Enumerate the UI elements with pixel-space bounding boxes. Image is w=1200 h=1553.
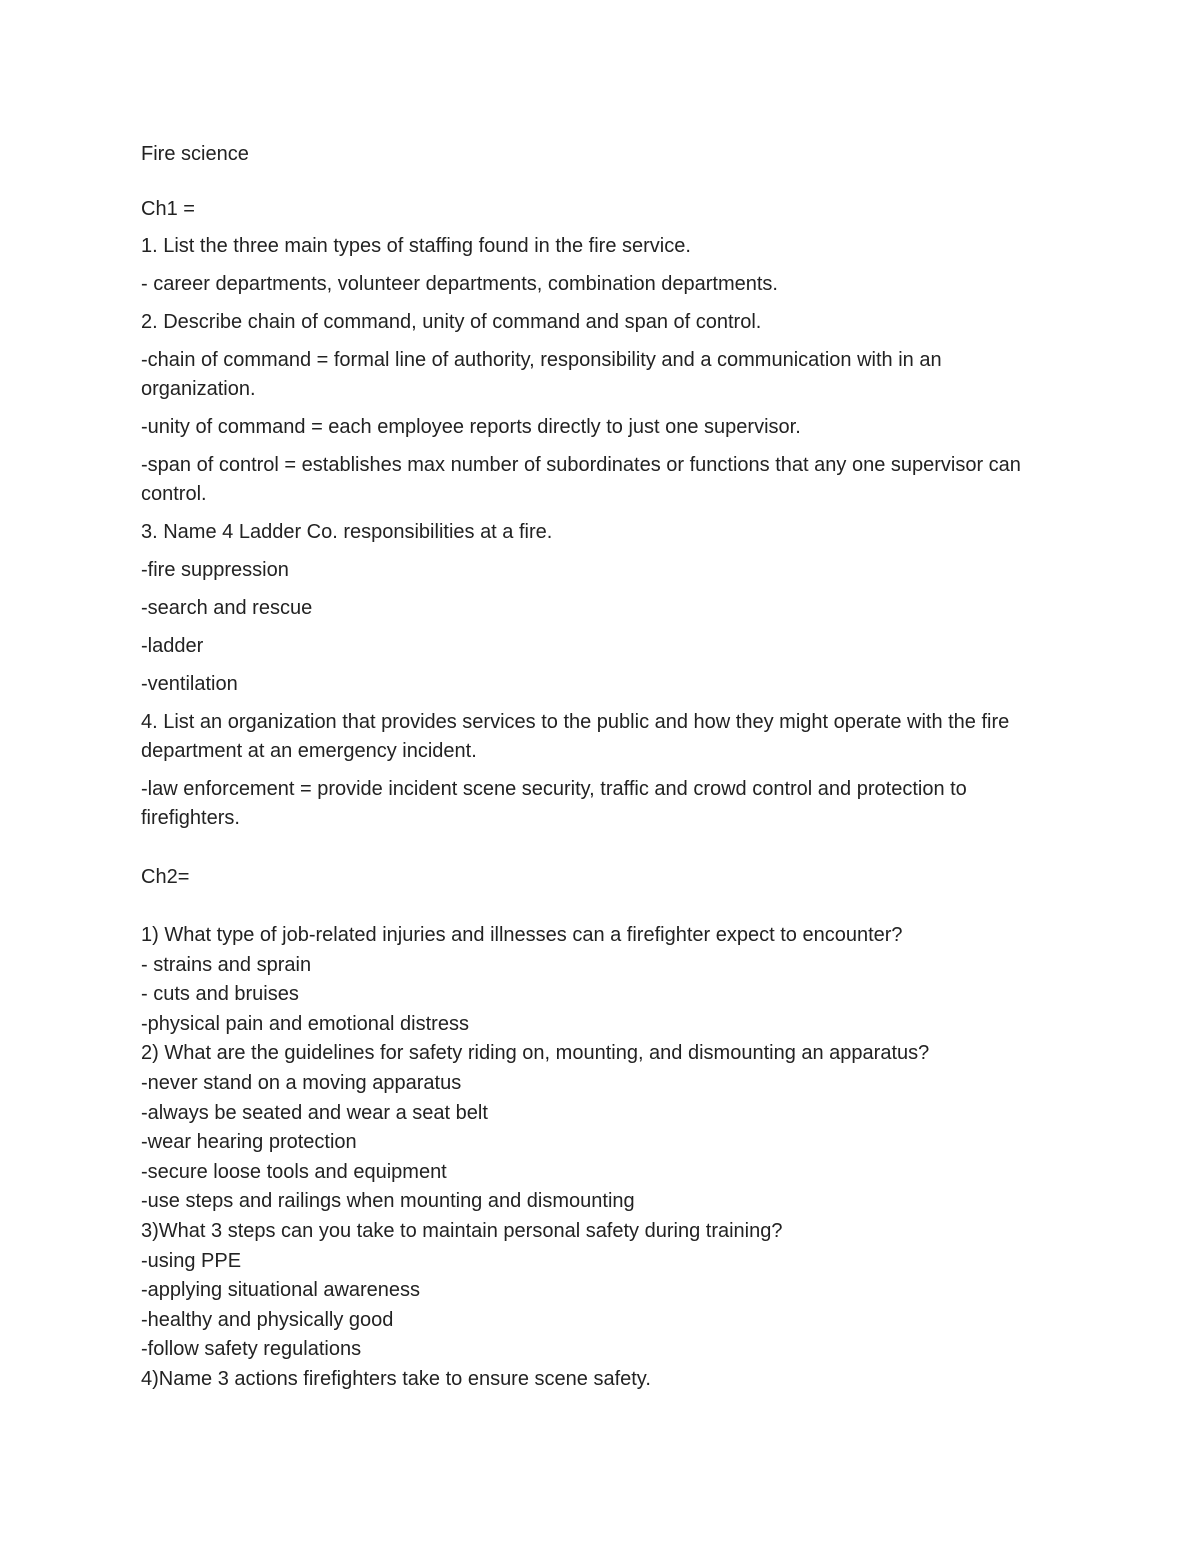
chapter-2-content bbox=[141, 921, 1061, 1395]
document-title: Fire science bbox=[141, 143, 249, 165]
question-text: 4)Name 3 actions firefighters take to ensure scene safety. bbox=[141, 1367, 651, 1390]
answer-text: -applying situational awareness bbox=[141, 1279, 421, 1302]
answer-text: -unity of command = each employee reports directly to just one supervisor. bbox=[141, 416, 801, 438]
answer-text: -fire suppression bbox=[141, 559, 289, 581]
document-page bbox=[141, 140, 1061, 1395]
answer-text: -use steps and railings when mounting and dismounting bbox=[141, 1190, 635, 1213]
question-text: 2) What are the guidelines for safety riding on, mounting, and dismounting an apparatus? bbox=[141, 1042, 930, 1065]
answer-text: -never stand on a moving apparatus bbox=[141, 1071, 462, 1094]
question-text: 2. Describe chain of command, unity of command and span of control. bbox=[141, 311, 762, 333]
answer-text: -using PPE bbox=[141, 1249, 242, 1272]
answer-text: -follow safety regulations bbox=[141, 1338, 362, 1361]
question-text: 4. List an organization that provides services to the public and how they might operate with the fire department at an emergency incident. bbox=[141, 711, 1015, 762]
answer-text: -ventilation bbox=[141, 673, 238, 695]
question-text: 3)What 3 steps can you take to maintain personal safety during training? bbox=[141, 1219, 783, 1242]
answer-text: -healthy and physically good bbox=[141, 1308, 394, 1331]
answer-text: -chain of command = formal line of authority, responsibility and a communication with in an organization. bbox=[141, 349, 948, 400]
answer-text: - strains and sprain bbox=[141, 953, 312, 976]
answer-text: -always be seated and wear a seat belt bbox=[141, 1101, 488, 1124]
question-text: 3. Name 4 Ladder Co. responsibilities at a fire. bbox=[141, 521, 553, 543]
answer-text: -wear hearing protection bbox=[141, 1131, 357, 1154]
answer-text: -ladder bbox=[141, 635, 204, 657]
answer-text: -span of control = establishes max number of subordinates or functions that any one supervisor can control. bbox=[141, 454, 1027, 505]
answer-text: -search and rescue bbox=[141, 597, 313, 619]
answer-text: -physical pain and emotional distress bbox=[141, 1012, 469, 1035]
question-text: 1) What type of job-related injuries and illnesses can a firefighter expect to encounter? bbox=[141, 924, 903, 946]
answer-text: -secure loose tools and equipment bbox=[141, 1160, 447, 1183]
chapter-2-heading: Ch2= bbox=[141, 866, 190, 888]
chapter-1-content bbox=[141, 232, 1061, 833]
chapter-1-heading: Ch1 = bbox=[141, 198, 195, 220]
answer-text: - cuts and bruises bbox=[141, 983, 299, 1006]
answer-text: - career departments, volunteer departments, combination departments. bbox=[141, 273, 778, 295]
question-text: 1. List the three main types of staffing found in the fire service. bbox=[141, 235, 691, 257]
answer-text: -law enforcement = provide incident scene security, traffic and crowd control and protection to firefighters. bbox=[141, 778, 973, 829]
